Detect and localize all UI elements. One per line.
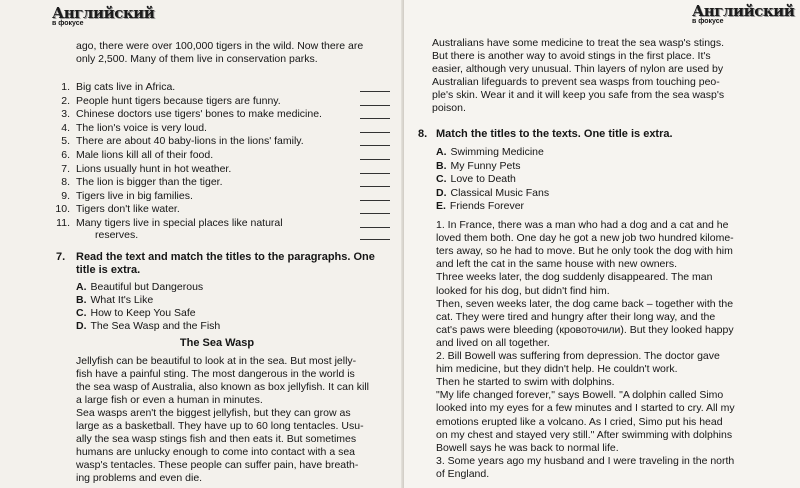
task8-option [436, 187, 549, 199]
text-line: Sea wasps aren't the biggest jellyfish, but they can grow as [76, 407, 351, 419]
answer-blank[interactable] [360, 145, 390, 146]
task7-option [76, 307, 196, 319]
text-line: cat's paws were bleeding (кровоточили). But they looked happy [436, 323, 734, 336]
text-line: ing problems and even die. [76, 472, 203, 484]
option-text: Classical Music Fans [450, 186, 550, 199]
logo-subtitle: в фокусе [52, 20, 84, 27]
right-page [404, 0, 800, 488]
task8-option [436, 160, 521, 172]
task7-heading-line2: title is extra. [76, 264, 141, 276]
text-line: the sea wasp of Australia, also known as box jellyfish. It can kill [76, 381, 369, 393]
statement-text: Big cats live in Africa. [76, 81, 176, 93]
text-line: Jellyfish can be beautiful to look at in the sea. But most jelly- [76, 355, 357, 367]
option-letter: C. [76, 307, 87, 319]
statement-text: Tigers live in big families. [76, 189, 193, 202]
statement-text: Lions usually hunt in hot weather. [76, 162, 232, 175]
text-line: Australian lifeguards to prevent sea wasps from touching peo- [432, 76, 720, 88]
statement-number: 4. [61, 121, 70, 134]
text-line: easier, although very unusual. Thin layers of nylon are used by [432, 63, 724, 75]
text-line: ally the sea wasp stings fish and then eats it. But sometimes [76, 433, 357, 445]
task8-option [436, 200, 524, 212]
statement-text: Chinese doctors use tigers' bones to make medicine. [76, 108, 322, 121]
text-line: Then he started to swim with dolphins. [436, 376, 615, 389]
text-line: Three weeks later, the dog suddenly disappeared. The man [436, 271, 713, 284]
answer-blank[interactable] [360, 118, 390, 119]
statement-text: Many tigers live in special places like natural [76, 217, 283, 229]
logo-subtitle: в фокусе [692, 18, 724, 25]
statement-text: The lion is bigger than the tiger. [76, 176, 223, 189]
statement-number: 10. [55, 203, 70, 216]
text-line: looked for his dog, but didn't find him. [436, 284, 610, 297]
text-line: on my chest and stayed very still." After swimming with dolphins [436, 428, 733, 441]
option-text: Swimming Medicine [450, 146, 544, 158]
option-text: The Sea Wasp and the Fish [90, 320, 221, 332]
text-line: of England. [436, 467, 490, 480]
answer-blank[interactable] [360, 173, 390, 174]
text-line: fish have a painful sting. The most dangerous in the world is [76, 368, 355, 380]
option-letter: C. [436, 173, 447, 185]
text-line: and left the cat in the same house with new owners. [436, 258, 678, 271]
text-line: 2. Bill Bowell was suffering from depression. The doctor gave [436, 350, 720, 362]
statement-number: 6. [61, 149, 70, 161]
task8-option [436, 173, 516, 185]
statement-number: 11. [56, 217, 70, 229]
text-line: large as a basketball. They have up to 60 long tentacles. Usu- [76, 420, 364, 432]
text-line: But there is another way to avoid stings in the first place. It's [432, 50, 711, 62]
text-line: 3. Some years ago my husband and I were traveling in the north [436, 454, 735, 467]
statement-text: There are about 40 baby-lions in the lions' family. [76, 135, 304, 148]
answer-blank[interactable] [360, 91, 390, 92]
statement-text: People hunt tigers because tigers are funny. [76, 94, 281, 107]
option-text: Friends Forever [449, 200, 525, 212]
answer-blank[interactable] [360, 239, 390, 240]
option-text: Love to Death [450, 173, 516, 185]
answer-blank[interactable] [360, 132, 390, 133]
option-text: My Funny Pets [450, 159, 521, 172]
statement-number: 1. [61, 81, 70, 93]
statement-number: 7. [61, 162, 70, 175]
option-letter: D. [436, 186, 447, 199]
book-logo-left [52, 6, 154, 27]
option-letter: A. [76, 281, 87, 293]
text-title: The Sea Wasp [179, 337, 255, 349]
statement-number: 3. [61, 108, 70, 121]
option-letter: B. [76, 294, 87, 306]
option-text: Beautiful but Dangerous [90, 281, 204, 293]
logo-title: Английский [692, 2, 795, 20]
statement-number: 9. [61, 189, 70, 202]
option-letter: E. [436, 200, 446, 212]
task7-option [76, 320, 220, 332]
statement-text: Tigers don't like water. [76, 203, 180, 216]
text-line: looked into my eyes for a few minutes and I started to cry. All my [436, 402, 735, 415]
text-line: 1. In France, there was a man who had a dog and a cat and he [436, 219, 729, 231]
text-line: ters away, so he had to move. But he only took the dog with him [436, 245, 733, 258]
statement-text: Male lions kill all of their food. [76, 149, 214, 161]
option-letter: D. [76, 320, 87, 332]
answer-blank[interactable] [360, 159, 390, 160]
text-line: wasp's tentacles. These people can suffer pain, have breath- [76, 459, 359, 471]
book-logo-right [692, 4, 794, 25]
text-line: ple's skin. Wear it and it will keep you safe from the sea wasp's [432, 89, 725, 101]
text-line: loved them both. One day he got a new job two hundred kilome- [436, 232, 734, 245]
task7-option [76, 294, 153, 306]
option-letter: A. [436, 146, 447, 158]
answer-blank[interactable] [360, 200, 390, 201]
statement-number: 5. [61, 135, 70, 148]
text-line: Then, seven weeks later, the dog came back – together with the [436, 297, 734, 310]
text-line: "My life changed forever," says Bowell. "A dolphin called Simo [436, 389, 724, 402]
text-line: and lived on all together. [436, 336, 550, 349]
task8-number: 8. [418, 128, 428, 140]
text-line: him medicine, but they didn't help. He couldn't work. [436, 363, 678, 376]
statement-number: 2. [61, 94, 70, 107]
task7-heading-line1: Read the text and match the titles to the paragraphs. One [76, 251, 375, 263]
text-line: humans are unlucky enough to come into contact with a sea [76, 446, 355, 458]
task8-heading: Match the titles to the texts. One title is extra. [436, 128, 673, 140]
intro-line: only 2,500. Many of them live in conservation parks. [76, 53, 318, 65]
statement-number: 8. [61, 176, 70, 189]
statement-text-cont: reserves. [95, 228, 139, 241]
text-line: Bowell says he was back to normal life. [436, 441, 619, 454]
task7-number: 7. [56, 251, 66, 263]
statement-text: The lion's voice is very loud. [76, 121, 207, 134]
answer-blank[interactable] [360, 186, 390, 187]
text-line: a large fish or even a human in minutes. [76, 394, 263, 406]
option-letter: B. [436, 159, 447, 172]
text-line: poison. [432, 102, 466, 114]
logo-title: Английский [52, 4, 155, 22]
text-line: cat. They were tired and hungry after their long way, and the [436, 310, 716, 323]
answer-blank[interactable] [360, 213, 390, 214]
option-text: What It's Like [90, 294, 154, 306]
answer-blank[interactable] [360, 105, 390, 106]
option-text: How to Keep You Safe [90, 307, 196, 319]
task8-option [436, 146, 544, 158]
text-line: emotions erupted like a volcano. As I cried, Simo put his head [436, 415, 723, 428]
intro-line: ago, there were over 100,000 tigers in the wild. Now there are [76, 40, 364, 52]
task7-option [76, 281, 203, 293]
answer-blank[interactable] [360, 227, 390, 228]
text-line: Australians have some medicine to treat the sea wasp's stings. [432, 37, 725, 49]
